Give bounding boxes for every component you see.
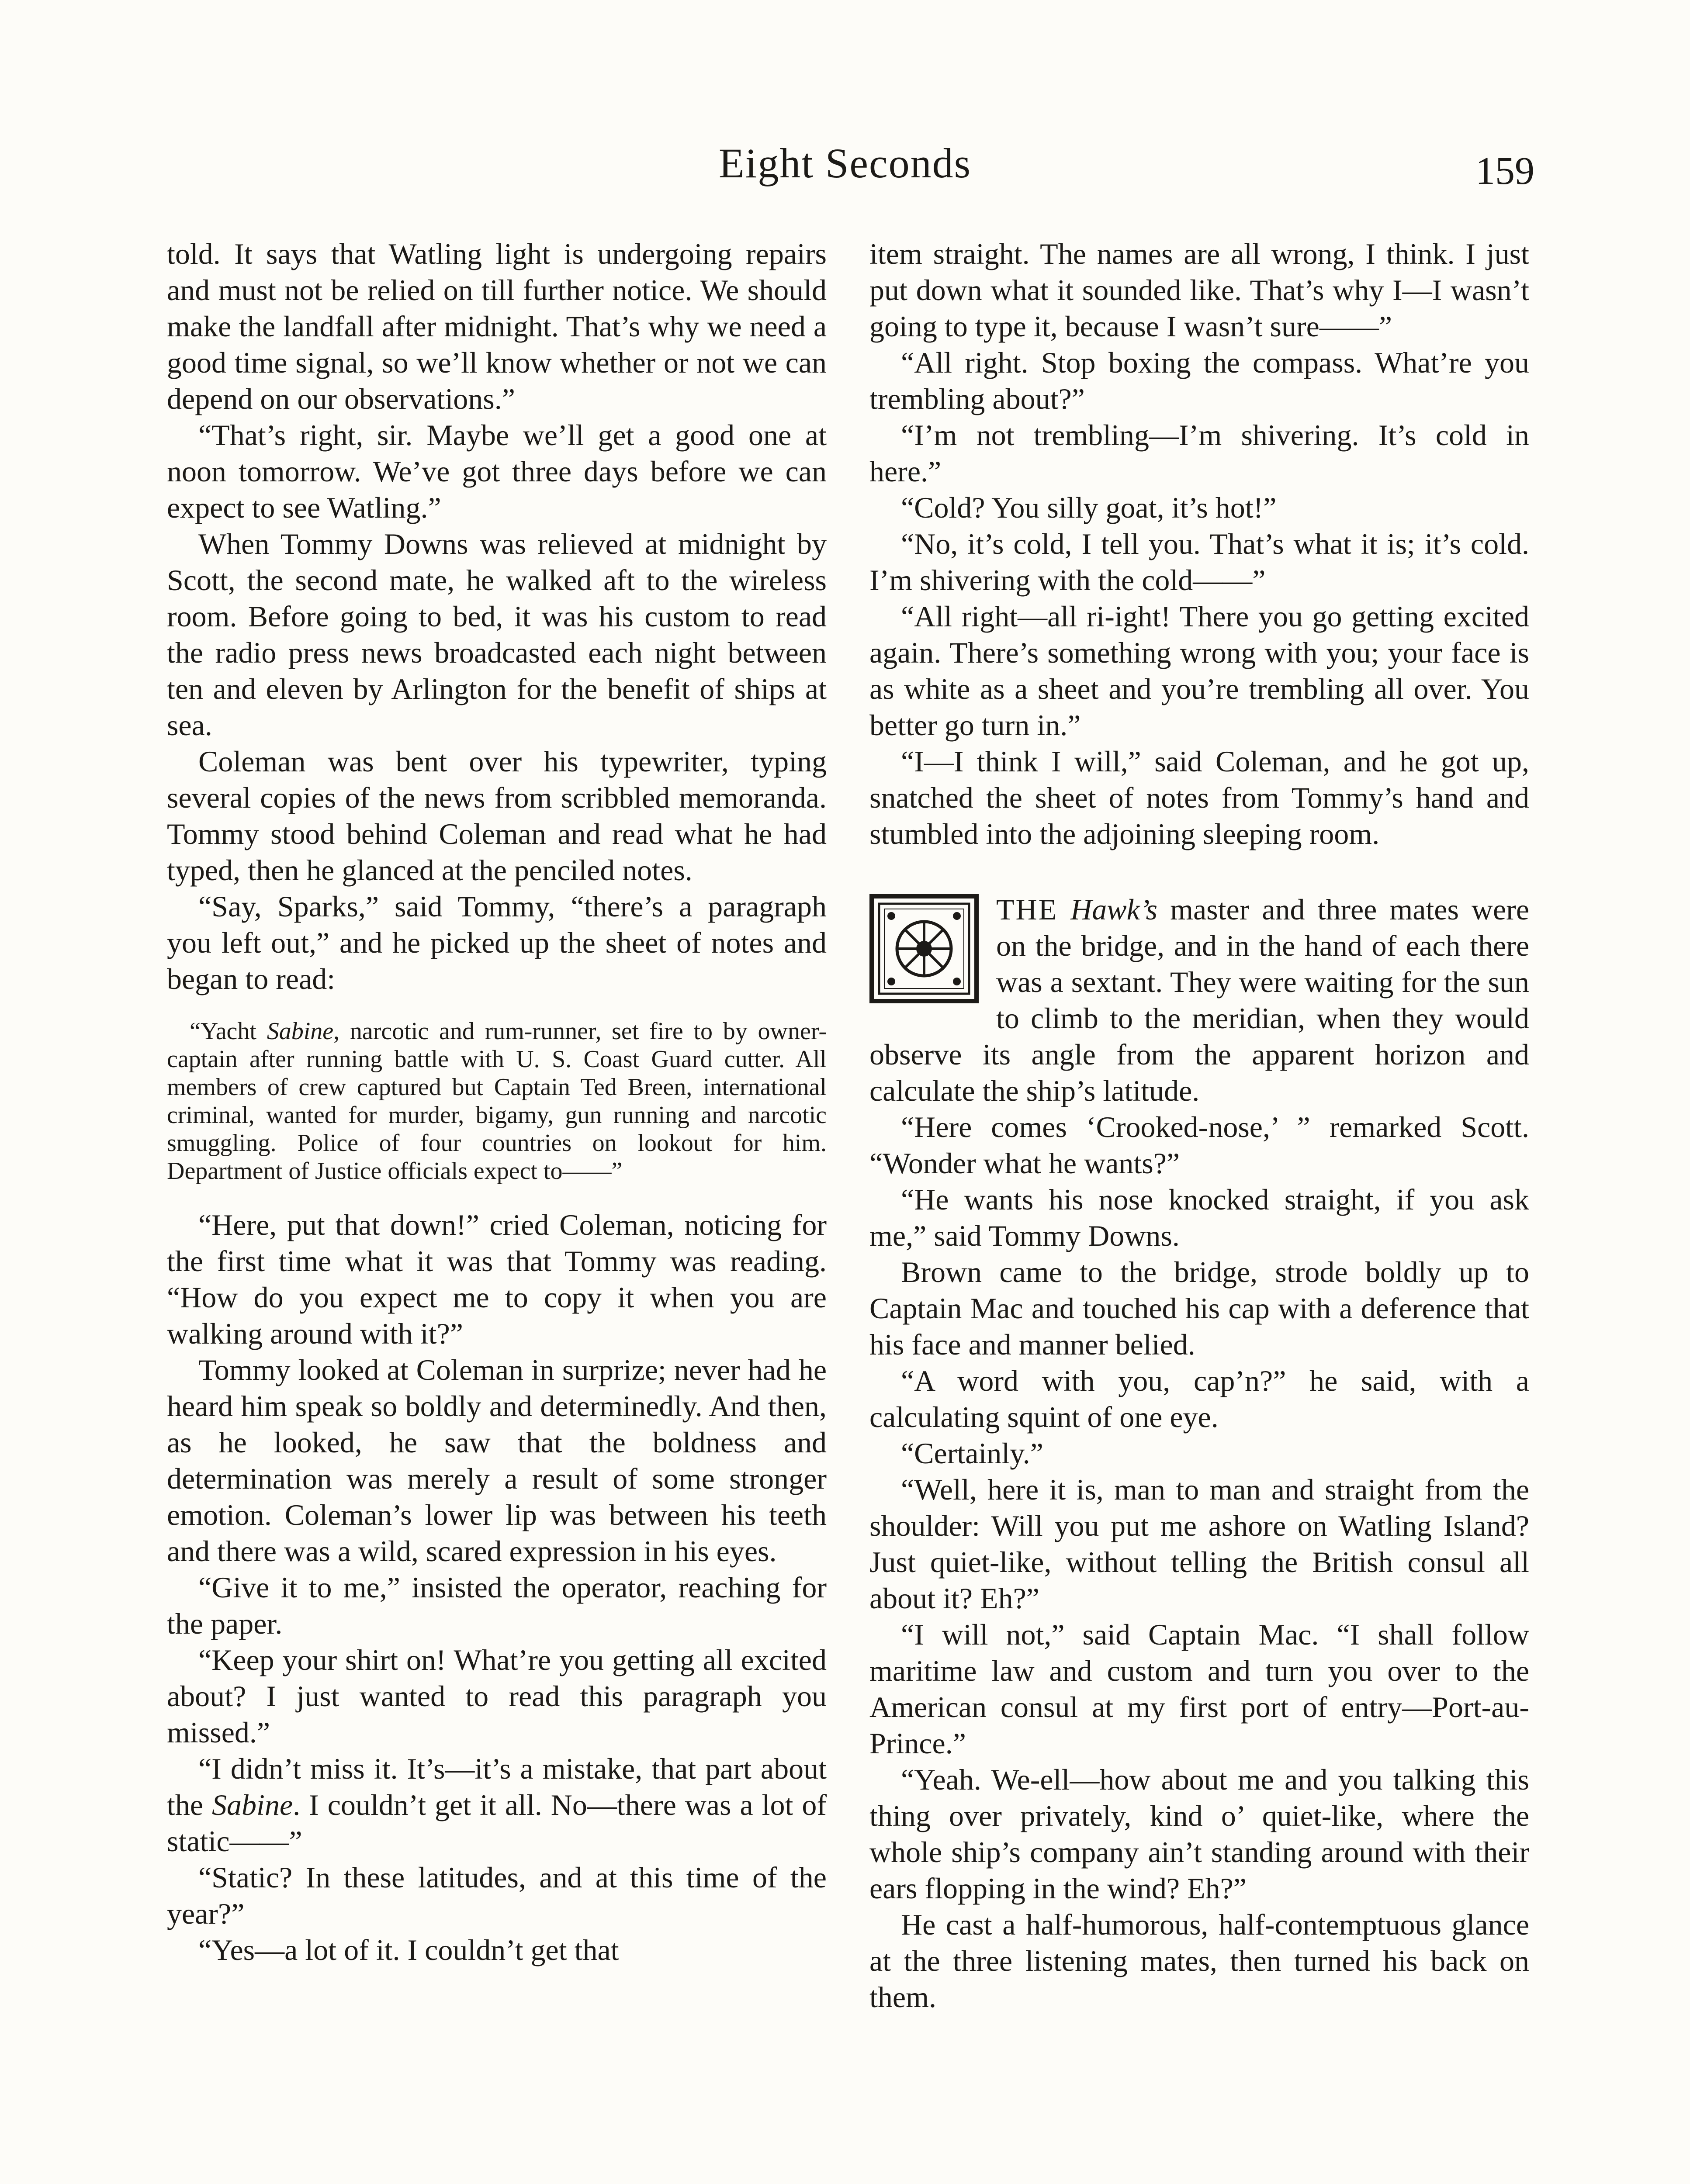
running-title: Eight Seconds (719, 140, 971, 187)
paragraph: “Well, here it is, man to man and straight from the shoulder: Will you put me ashore on Watling Island? Just quiet-like, without telling the British consul all about it? Eh?” (869, 1473, 1529, 1615)
ship-name: Sabine (212, 1788, 293, 1821)
paragraph: “No, it’s cold, I tell you. That’s what it is; it’s cold. I’m shivering with the cold——” (869, 527, 1529, 597)
paragraph: “That’s right, sir. Maybe we’ll get a good one at noon tomorrow. We’ve got three days before we can expect to see Watling.” (167, 418, 827, 524)
paragraph: “I’m not trembling—I’m shivering. It’s cold in here.” (869, 418, 1529, 488)
paragraph-text: master and three mates were on the bridge, and in the hand of each there was a sextant. They were waiting for the sun to climb to the meridian, when they would observe its angle from the apparent horizon and calculate the ship’s latitude. (869, 893, 1529, 1107)
paragraph: “Static? In these latitudes, and at this time of the year?” (167, 1861, 827, 1930)
paragraph: “I will not,” said Captain Mac. “I shall follow maritime law and custom and turn you over to the American consul at my first port of entry—Port-au-Prince.” (869, 1618, 1529, 1760)
page-number: 159 (1475, 149, 1534, 193)
paragraph: “Cold? You silly goat, it’s hot!” (901, 491, 1277, 524)
floral-ornament-icon (869, 894, 979, 1003)
paragraph: “Yes—a lot of it. I couldn’t get that (198, 1933, 619, 1966)
paragraph: He cast a half-humorous, half-contemptuous glance at the three listening mates, then turned his back on them. (869, 1908, 1529, 2014)
paragraph: “All right. Stop boxing the compass. What’re you trembling about?” (869, 346, 1529, 415)
paragraph: “Here, put that down!” cried Coleman, noticing for the first time what it was that Tommy was reading. “How do you expect me to copy it when you are walking around with it?” (167, 1208, 827, 1350)
quote-paragraph (167, 1017, 827, 1185)
paragraph: “Say, Sparks,” said Tommy, “there’s a paragraph you left out,” and he picked up the sheet of notes and began to read: (167, 890, 827, 995)
paragraph: “Give it to me,” insisted the operator, reaching for the paper. (167, 1571, 827, 1640)
paragraph: “All right—all ri-ight! There you go getting excited again. There’s something wrong with you; your face is as white as a sheet and you’re trembling all over. You better go turn in.” (869, 600, 1529, 742)
left-column (167, 236, 827, 1968)
paragraph: Brown came to the bridge, strode boldly up to Captain Mac and touched his cap with a deference that his face and manner belied. (869, 1255, 1529, 1361)
section-initial-caps: THE (996, 893, 1058, 926)
paragraph: “I—I think I will,” said Coleman, and he got up, snatched the sheet of notes from Tommy’s hand and stumbled into the adjoining sleeping room. (869, 745, 1529, 850)
paragraph: “Yeah. We-ell—how about me and you talking this thing over privately, kind o’ quiet-like, where the whole ship’s company ain’t standing around with their ears flopping in the wind? Eh?” (869, 1763, 1529, 1905)
paragraph: “Certainly.” (901, 1437, 1043, 1470)
paragraph: told. It says that Watling light is undergoing repairs and must not be relied on till further notice. We should make the landfall after midnight. That’s why we need a good time signal, so we’ll know whether or not we can depend on our observations.” (167, 237, 827, 415)
paragraph (167, 1751, 827, 1859)
news-quote (167, 1017, 827, 1185)
paragraph: Tommy looked at Coleman in surprize; never had he heard him speak so boldly and determinedly. And then, as he looked, he saw that the boldness and determination was merely a result of some stronger emotion. Coleman’s lower lip was between his teeth and there was a wild, scared expression in his eyes. (167, 1353, 827, 1568)
paragraph: When Tommy Downs was relieved at midnight by Scott, the second mate, he walked aft to the wireless room. Before going to bed, it was his custom to read the radio press news broadcasted each night between ten and eleven by Arlington for the benefit of ships at sea. (167, 527, 827, 742)
ship-name: Hawk’s (1070, 893, 1158, 926)
quote-text: , narcotic and rum-runner, set fire to by owner-captain after running battle with U. S. Coast Guard cutter. All members of crew captured but Captain Ted Breen, international criminal, wanted for murder, bigamy, gun running and narcotic smuggling. Police of four countries on lookout for him. Department of Justice officials expect to——” (167, 1018, 827, 1185)
section-opening (869, 892, 1529, 1109)
paragraph-text: “I didn’t miss it. It’s—it’s a mistake, that part about the (167, 1752, 827, 1821)
paragraph: “Here comes ‘Crooked-nose,’ ” remarked Scott. “Wonder what he wants?” (869, 1110, 1529, 1180)
paragraph: “He wants his nose knocked straight, if you ask me,” said Tommy Downs. (869, 1183, 1529, 1252)
paragraph: “A word with you, cap’n?” he said, with a calculating squint of one eye. (869, 1364, 1529, 1434)
quote-text: “Yacht (190, 1018, 267, 1045)
paragraph: item straight. The names are all wrong, I think. I just put down what it sounded like. That’s why I—I wasn’t going to type it, because I wasn’t sure——” (869, 237, 1529, 343)
paragraph: Coleman was bent over his typewriter, typing several copies of the news from scribbled memoranda. Tommy stood behind Coleman and read what he had typed, then he glanced at the penciled notes. (167, 745, 827, 887)
quote-ship-name: Sabine (267, 1018, 334, 1045)
paragraph-text: . I couldn’t get it all. No—there was a lot of static——” (167, 1788, 827, 1858)
right-column (869, 236, 1529, 2015)
paragraph: “Keep your shirt on! What’re you getting all excited about? I just wanted to read this paragraph you missed.” (167, 1643, 827, 1749)
